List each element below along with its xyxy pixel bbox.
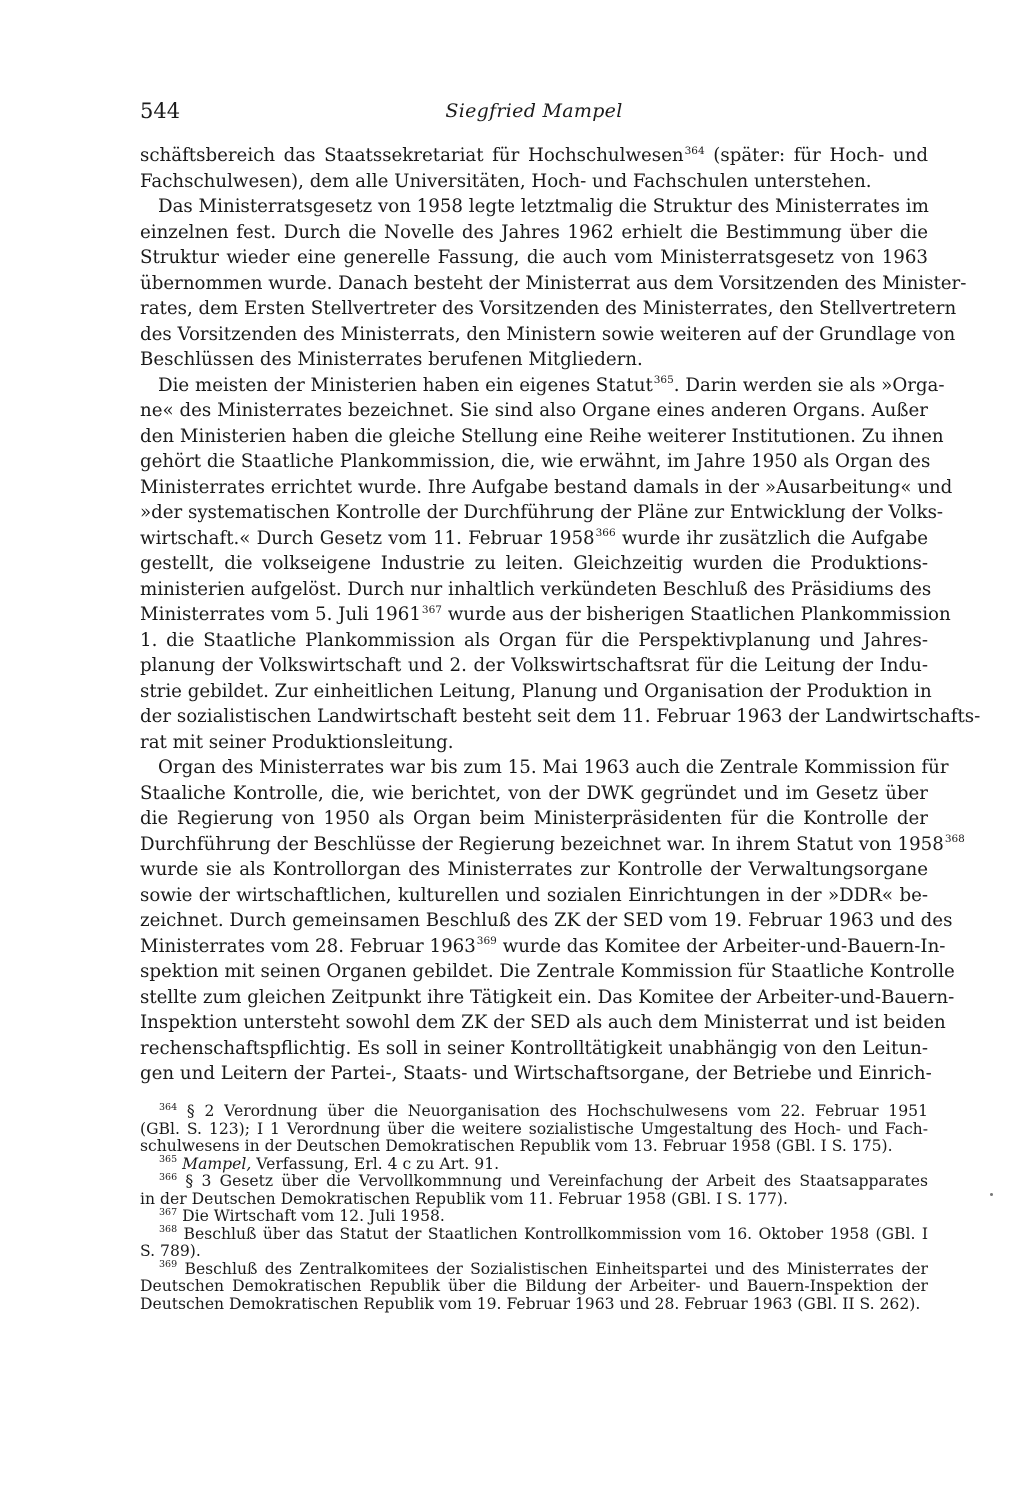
text-line: gestellt, die volkseigene Industrie zu leiten. Gleichzeitig wurden die Produktions- <box>140 553 928 574</box>
text-line: gen und Leitern der Partei-, Staats- und Wirtschaftsorgane, der Betriebe und Einrich- <box>140 1063 932 1084</box>
text-line: Durchführung der Beschlüsse der Regierung bezeichnet war. In ihrem Statut von 1958$^{368}$ <box>140 833 965 855</box>
footnote-ref: 368 <box>159 1224 178 1236</box>
footnote-line: S. 789). <box>140 1242 201 1260</box>
author-name: Mampel, <box>182 1154 252 1173</box>
text-line: Beschlüssen des Ministerrates berufenen Mitgliedern. <box>140 349 643 370</box>
text-line: »der systematischen Kontrolle der Durchführung der Pläne zur Entwicklung der Volks- <box>140 502 944 523</box>
text-line: ministerien aufgelöst. Durch nur inhaltlich verkündeten Beschluß des Präsidiums des <box>140 578 932 600</box>
text-line: Ministerrates vom 28. Februar 1963$^{369}$ wurde das Komitee der Arbeiter-und-Bauern-In- <box>140 935 946 957</box>
text-line: Ministerrates errichtet wurde. Ihre Aufgabe bestand damals in der »Ausarbeitung« und <box>140 476 953 498</box>
text-line: die Regierung von 1950 als Organ beim Ministerpräsidenten für die Kontrolle der <box>140 808 928 829</box>
text-line: einzelnen fest. Durch die Novelle des Jahres 1962 erhielt die Bestimmung über die <box>140 221 928 243</box>
footnote-line: $^{364}$ § 2 Verordnung über die Neuorganisation des Hochschulwesens vom 22. Februar 1951 <box>159 1101 928 1120</box>
page-number: 544 <box>140 99 181 123</box>
text-line: wirtschaft.« Durch Gesetz vom 11. Februar 1958$^{366}$ wurde ihr zusätzlich die Aufgabe <box>140 527 928 549</box>
text-line: zeichnet. Durch gemeinsamen Beschluß des ZK der SED vom 19. Februar 1963 und des <box>140 910 953 931</box>
footnote-ref: 364 <box>684 144 705 157</box>
text-line: Staaliche Kontrolle, die, wie berichtet, von der DWK gegründet und im Gesetz über <box>140 782 928 804</box>
text-line: spektion mit seinen Organen gebildet. Die Zentrale Kommission für Staatliche Kontrolle <box>140 961 955 982</box>
page-header <box>140 96 928 126</box>
text-line: strie gebildet. Zur einheitlichen Leitung, Planung und Organisation der Produktion in <box>140 680 932 702</box>
footnote-line: $^{365}$ Mampel, Verfassung, Erl. 4 c zu Art. 91. <box>159 1154 500 1173</box>
running-head: Siegfried Mampel <box>445 100 623 122</box>
text-line: sowie der wirtschaftlichen, kulturellen und sozialen Einrichtungen in der »DDR« be- <box>140 884 928 906</box>
footnote-ref: 368 <box>944 833 965 846</box>
text-line: Inspektion untersteht sowohl dem ZK der SED als auch dem Ministerrat und ist beiden <box>140 1012 946 1033</box>
footnote-line: Deutschen Demokratischen Republik über die Bildung der Arbeiter- und Bauern-Inspektion der <box>140 1277 928 1295</box>
footnote-ref: 364 <box>159 1101 178 1113</box>
footnote-ref: 369 <box>159 1259 178 1271</box>
text-line: Fachschulwesen), dem alle Universitäten, Hoch- und Fachschulen unterstehen. <box>140 170 872 192</box>
text-line: 1. die Staatliche Plankommission als Organ für die Perspektivplanung und Jahres- <box>140 629 928 651</box>
footnote-ref: 366 <box>159 1171 178 1183</box>
text-line: planung der Volkswirtschaft und 2. der Volkswirtschaftsrat für die Leitung der Indu- <box>140 655 928 676</box>
text-line: gehört die Staatliche Plankommission, die, wie erwähnt, im Jahre 1950 als Organ des <box>140 451 931 472</box>
footnote-ref: 365 <box>159 1154 178 1166</box>
footnote-line: in der Deutschen Demokratischen Republik vom 11. Februar 1958 (GBl. I S. 177). <box>140 1189 788 1208</box>
text-line: rechenschaftspflichtig. Es soll in seiner Kontrolltätigkeit unabhängig von den Leitun- <box>140 1037 928 1059</box>
text-line: wurde sie als Kontrollorgan des Ministerrates zur Kontrolle der Verwaltungsorgane <box>140 859 928 880</box>
text-line: stellte zum gleichen Zeitpunkt ihre Tätigkeit ein. Das Komitee der Arbeiter-und-Bauern- <box>140 986 955 1008</box>
text-line: rat mit seiner Produktionsleitung. <box>140 731 454 753</box>
text-line: Die meisten der Ministerien haben ein eigenes Statut$^{365}$. Darin werden sie als »Orga- <box>158 374 945 396</box>
footnote-line: (GBl. S. 123); I 1 Verordnung über die weitere sozialistische Umgestaltung des Hoch- und Fach- <box>140 1119 928 1138</box>
text-line: den Ministerien haben die gleiche Stellung eine Reihe weiterer Institutionen. Zu ihnen <box>140 425 944 447</box>
footnote-ref: 367 <box>421 603 442 616</box>
text-line: Struktur wieder eine generelle Fassung, die auch vom Ministerratsgesetz von 1963 <box>140 247 928 268</box>
footnote-line: $^{368}$ Beschluß über das Statut der Staatlichen Kontrollkommission vom 16. Oktober 1958 (GBl. I <box>159 1224 928 1243</box>
footnote-line: $^{369}$ Beschluß des Zentralkomitees der Sozialistischen Einheitspartei und des Ministerrates der <box>159 1259 928 1278</box>
footnotes <box>140 1103 928 1313</box>
text-line: schäftsbereich das Staatssekretariat für Hochschulwesen$^{364}$ (später: für Hoch- und <box>140 144 929 166</box>
scan-speck <box>990 1193 993 1196</box>
text-line: Organ des Ministerrates war bis zum 15. Mai 1963 auch die Zentrale Kommission für <box>158 757 949 778</box>
footnote-line: $^{366}$ § 3 Gesetz über die Vervollkommnung und Vereinfachung der Arbeit des Staatsapparates <box>159 1171 928 1190</box>
footnote-ref: 366 <box>595 527 616 540</box>
footnote-line: Deutschen Demokratischen Republik vom 19. Februar 1963 und 28. Februar 1963 (GBl. II S. 262). <box>140 1294 921 1313</box>
footnote-ref: 367 <box>159 1206 178 1218</box>
footnote-line: $^{367}$ Die Wirtschaft vom 12. Juli 1958. <box>159 1206 445 1225</box>
body-text <box>140 143 981 1087</box>
text-line: Ministerrates vom 5. Juli 1961$^{367}$ wurde aus der bisherigen Staatlichen Plankommission <box>140 603 951 625</box>
footnote-ref: 369 <box>476 935 497 948</box>
footnote-line: schulwesens in der Deutschen Demokratischen Republik vom 13. Februar 1958 (GBl. I S. 175). <box>140 1137 893 1155</box>
text-line: übernommen wurde. Danach besteht der Ministerrat aus dem Vorsitzenden des Minister- <box>140 272 967 294</box>
text-line: ne« des Ministerrates bezeichnet. Sie sind also Organe eines anderen Organs. Außer <box>140 400 928 421</box>
text-line: Das Ministerratsgesetz von 1958 legte letztmalig die Struktur des Ministerrates im <box>158 196 929 217</box>
text-line: des Vorsitzenden des Ministerrats, den Ministern sowie weiteren auf der Grundlage von <box>140 323 956 345</box>
footnote-ref: 365 <box>653 374 674 387</box>
text-line: der sozialistischen Landwirtschaft besteht seit dem 11. Februar 1963 der Landwirtschafts- <box>140 706 981 727</box>
text-line: rates, dem Ersten Stellvertreter des Vorsitzenden des Ministerrates, den Stellvertretern <box>140 298 957 319</box>
